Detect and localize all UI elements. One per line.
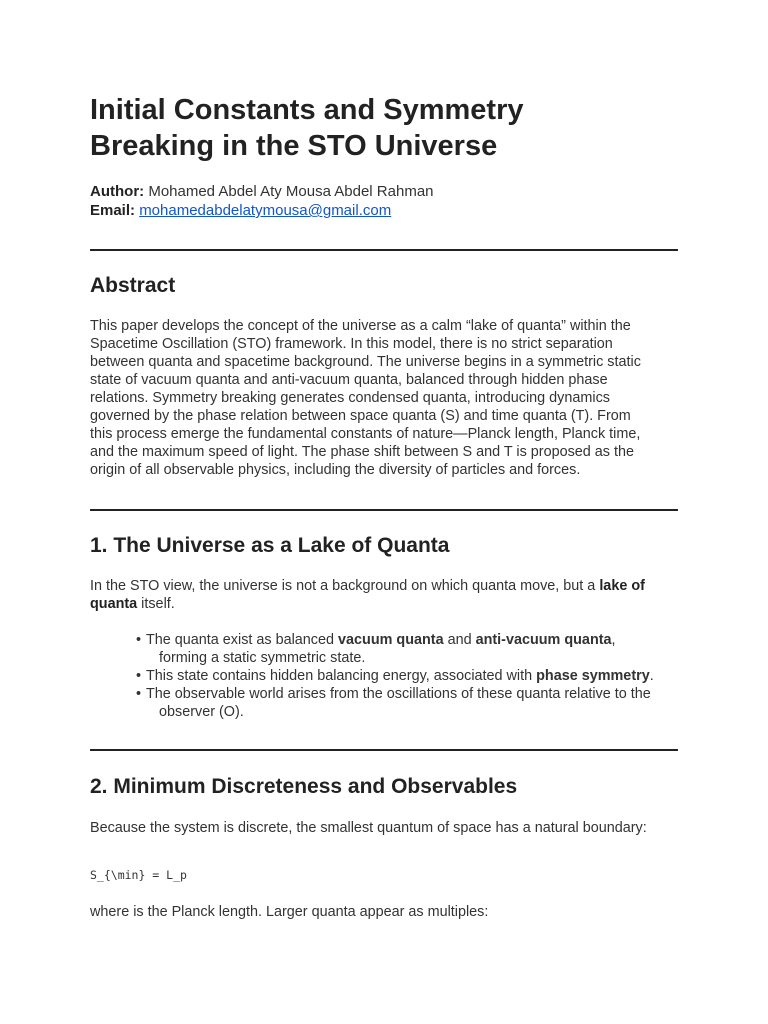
abstract-line: relations. Symmetry breaking generates condensed quanta, introducing dynamics xyxy=(90,390,610,406)
item-text: This state contains hidden balancing energy, associated with xyxy=(146,668,537,684)
item-continuation: observer (O). xyxy=(159,704,244,720)
equation-code: S_{\min} = L_p xyxy=(90,868,187,882)
abstract-line: governed by the phase relation between space quanta (S) and time quanta (T). From xyxy=(90,408,631,424)
email-link[interactable]: mohamedabdelatymousa@gmail.com xyxy=(139,202,392,219)
section-1-intro xyxy=(90,577,678,613)
bullet-icon: • xyxy=(136,632,142,648)
section-2-paragraph-2: where is the Planck length. Larger quanta appear as multiples: xyxy=(90,904,489,920)
list-item xyxy=(136,685,678,721)
divider-2 xyxy=(90,509,678,511)
divider-1 xyxy=(90,249,678,251)
item-bold: anti-vacuum quanta xyxy=(475,632,612,648)
intro-text: In the STO view, the universe is not a background on which quanta move, but a xyxy=(90,578,600,594)
section-1-heading: 1. The Universe as a Lake of Quanta xyxy=(90,534,450,557)
abstract-line: Spacetime Oscillation (STO) framework. In this model, there is no strict separation xyxy=(90,336,613,352)
email-label: Email: xyxy=(90,202,136,219)
item-continuation: forming a static symmetric state. xyxy=(159,650,366,666)
abstract-line: state of vacuum quanta and anti-vacuum quanta, balanced through hidden phase xyxy=(90,372,608,388)
section-1-list xyxy=(126,631,678,721)
bullet-icon: • xyxy=(136,686,142,702)
item-text: , xyxy=(611,632,616,648)
section-2-paragraph-1: Because the system is discrete, the smallest quantum of space has a natural boundary: xyxy=(90,820,647,836)
bullet-icon: • xyxy=(136,668,142,684)
email-line xyxy=(90,201,678,220)
abstract-heading: Abstract xyxy=(90,274,176,297)
document-title xyxy=(90,92,678,164)
abstract-line: This paper develops the concept of the universe as a calm “lake of quanta” within the xyxy=(90,318,631,334)
intro-bold: lake of xyxy=(599,578,645,594)
divider-3 xyxy=(90,749,678,751)
abstract-line: and the maximum speed of light. The phase shift between S and T is proposed as the xyxy=(90,444,634,460)
intro-text: itself. xyxy=(137,596,175,612)
author-line xyxy=(90,182,678,201)
section-2-heading: 2. Minimum Discreteness and Observables xyxy=(90,775,518,798)
list-item xyxy=(136,631,678,667)
abstract-line: origin of all observable physics, including the diversity of particles and forces. xyxy=(90,462,581,478)
abstract-paragraph xyxy=(90,317,678,479)
author-name: Mohamed Abdel Aty Mousa Abdel Rahman xyxy=(144,183,434,200)
list-item xyxy=(136,667,678,685)
title-line-1: Initial Constants and Symmetry xyxy=(90,94,524,126)
item-bold: phase symmetry xyxy=(536,668,650,684)
item-text: The quanta exist as balanced xyxy=(146,632,339,648)
item-text: and xyxy=(443,632,476,648)
item-text: . xyxy=(649,668,654,684)
title-line-2: Breaking in the STO Universe xyxy=(90,130,498,162)
item-text: The observable world arises from the oscillations of these quanta relative to the xyxy=(146,686,651,702)
abstract-line: between quanta and spacetime background. The universe begins in a symmetric static xyxy=(90,354,641,370)
author-label: Author: xyxy=(90,183,145,200)
abstract-line: this process emerge the fundamental constants of nature—Planck length, Planck time, xyxy=(90,426,641,442)
item-bold: vacuum quanta xyxy=(338,632,444,648)
intro-bold: quanta xyxy=(90,596,138,612)
